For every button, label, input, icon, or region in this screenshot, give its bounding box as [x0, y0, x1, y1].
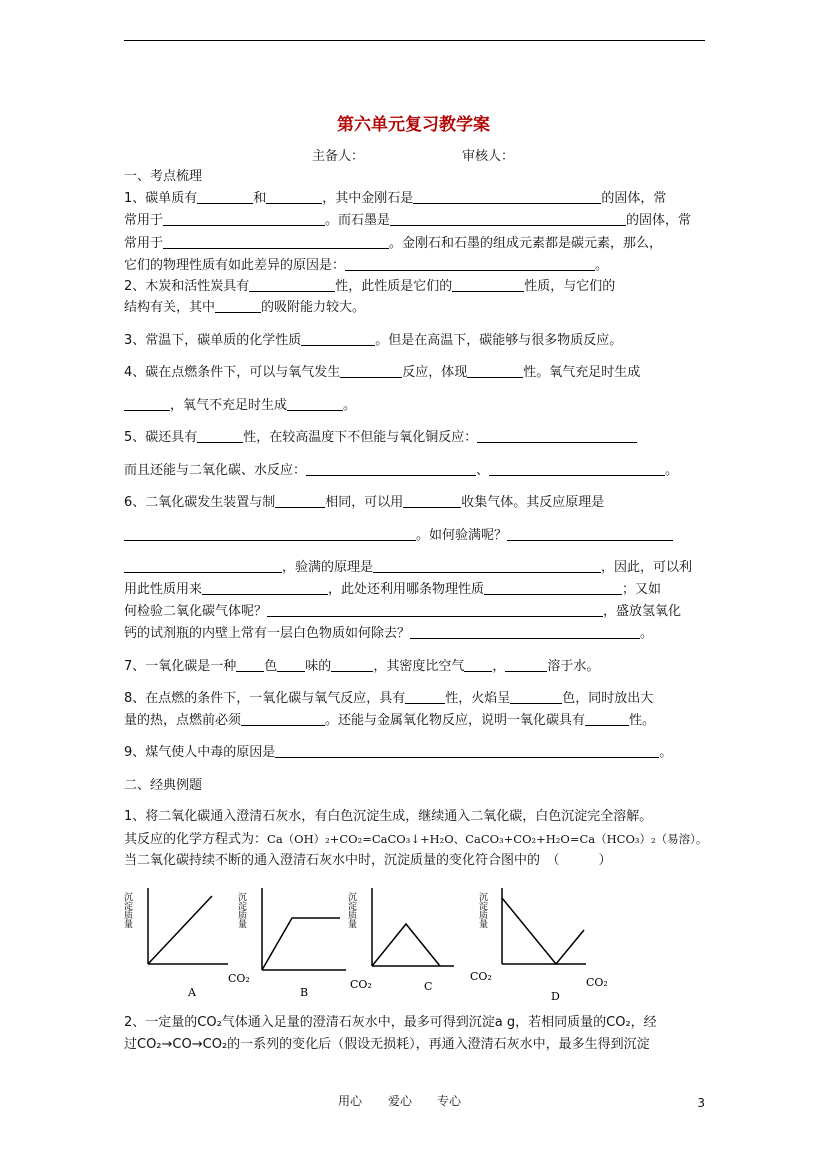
q6-line1: 6、二氧化碳发生装置与制 相同，可以用 收集气体。其反应原理是 [124, 495, 605, 510]
ex1-line2: 其反应的化学方程式为：Ca（OH）₂+CO₂=CaCO₃↓+H₂O、CaCO₃+CO₂+H₂O=Ca（HCO₃）₂（易溶）。 [124, 832, 708, 847]
q2-line2: 结构有关，其中 的吸附能力较大。 [124, 300, 366, 315]
graph-c-label: C [424, 980, 433, 993]
graph-b-curve [262, 918, 340, 970]
reviewed-by: 审核人： [462, 149, 515, 164]
graph-b-xlabel: CO₂ [350, 978, 372, 991]
graph-b-label: B [300, 986, 309, 999]
footer-word-3: 专心 [437, 1094, 462, 1108]
graph-d-xlabel: CO₂ [586, 976, 608, 989]
q6-line4: 用此性质用来 ，此处还利用哪条物理性质 ；又如 [124, 582, 662, 597]
ex1-line3: 当二氧化碳持续不断的通入澄清石灰水中时，沉淀质量的变化符合图中的 （ ） [124, 853, 612, 868]
graph-a-xlabel: CO₂ [228, 972, 250, 985]
q4-line1: 4、碳在点燃条件下，可以与氧气发生 反应，体现 性。氧气充足时生成 [124, 365, 641, 380]
graph-b-ylabel: 沉淀质量 [236, 892, 246, 928]
footer-word-2: 爱心 [388, 1094, 413, 1108]
q6-line5: 何检验二氧化碳气体呢？ ，盛放氢氧化 [124, 604, 682, 619]
graph-a-ylabel: 沉淀质量 [122, 892, 132, 928]
ex1-line1: 1、将二氧化碳通入澄清石灰水，有白色沉淀生成，继续通入二氧化碳，白色沉淀完全溶解。 [124, 809, 653, 824]
graph-c-xlabel: CO₂ [470, 970, 492, 983]
section-heading-1: 一、考点梳理 [124, 169, 203, 184]
q8-line1: 8、在点燃的条件下，一氧化碳与氧气反应，具有 性，火焰呈 色，同时放出大 [124, 691, 654, 706]
ex2-line1: 2、一定量的CO₂气体通入足量的澄清石灰水中，最多可得到沉淀a g，若相同质量的CO₂，经 [124, 1015, 657, 1030]
graph-d-ylabel: 沉淀质量 [477, 892, 487, 928]
q2-line1: 2、木炭和活性炭具有 性，此性质是它们的 性质，与它们的 [124, 279, 616, 294]
page-number: 3 [697, 1096, 705, 1110]
graph-d-label: D [551, 990, 560, 1003]
q6-line3: ，验满的原理是 ，因此，可以利 [124, 559, 692, 577]
graph-a-curve [148, 896, 212, 964]
q8-line2: 量的热，点燃前必须 。还能与金属氧化物反应，说明一氧化碳具有 性。 [124, 713, 656, 728]
q3-line: 3、常温下，碳单质的化学性质 。但是在高温下，碳能够与很多物质反应。 [124, 333, 623, 348]
q6-line2: 。如何验满呢？ [124, 527, 673, 545]
ex1-equation: Ca（OH）₂+CO₂=CaCO₃↓+H₂O、CaCO₃+CO₂+H₂O=Ca（HCO₃）₂（易溶）。 [267, 832, 708, 846]
graph-d-curve [502, 898, 584, 964]
ex2-line2: 过CO₂→CO→CO₂的一系列的变化后（假设无损耗），再通入澄清石灰水中，最多生得到沉淀 [124, 1037, 650, 1052]
q1-line1: 1、碳单质有 和 ，其中金刚石是 的固体，常 [124, 191, 667, 206]
q1-line2: 常用于 。而石墨是 的固体，常 [124, 213, 692, 228]
graph-a-label: A [188, 986, 196, 999]
graph-d [477, 888, 608, 1003]
page-title: 第六单元复习教学案 [337, 115, 490, 135]
section-heading-2: 二、经典例题 [124, 778, 203, 793]
option-graphs [124, 878, 624, 1003]
prepared-by: 主备人： [312, 149, 365, 164]
q7-line: 7、一氧化碳是一种 色 味的 ，其密度比空气 ， 溶于水。 [124, 659, 600, 674]
q1-line4: 它们的物理性质有如此差异的原因是： 。 [124, 258, 609, 273]
header-rule [124, 40, 705, 41]
q5-line2: 而且还能与二氧化碳、水反应： 、 。 [124, 463, 679, 478]
q6-line6: 钙的试剂瓶的内壁上常有一层白色物质如何除去？ 。 [124, 626, 654, 641]
q9-line: 9、煤气使人中毒的原因是 。 [124, 745, 673, 760]
footer-word-1: 用心 [338, 1094, 363, 1108]
q5-line1: 5、碳还具有 性，在较高温度下不但能与氧化铜反应： [124, 429, 637, 447]
graph-c-curve [372, 924, 440, 966]
graph-a [122, 888, 250, 999]
q4-line2: ，氧气不充足时生成 。 [124, 397, 356, 415]
q1-line3: 常用于 。金刚石和石墨的组成元素都是碳元素，那么， [124, 236, 663, 251]
graph-c-ylabel: 沉淀质量 [346, 892, 356, 928]
